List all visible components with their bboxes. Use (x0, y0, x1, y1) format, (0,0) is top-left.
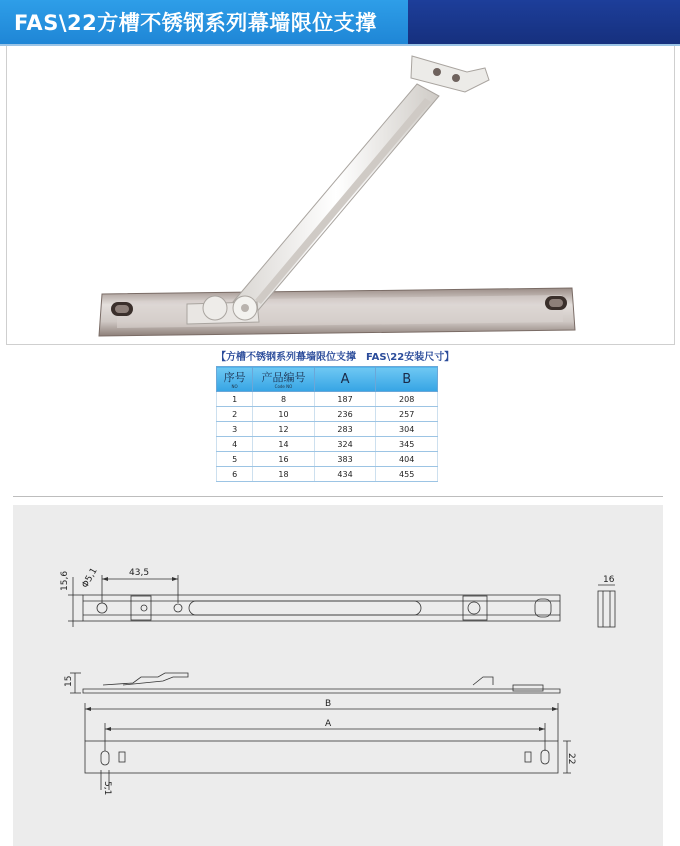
header-b: B (376, 367, 438, 392)
table-row (217, 392, 438, 407)
cell-no: 2 (217, 407, 253, 422)
cell-no: 6 (217, 467, 253, 482)
table-row (217, 422, 438, 437)
cell-a: 187 (314, 392, 376, 407)
dim-5-1: 5,1 (102, 781, 112, 796)
product-photo (6, 46, 675, 345)
dim-22: 22 (566, 753, 576, 765)
dim-16: 16 (603, 575, 615, 585)
dim-15: 15 (64, 675, 74, 687)
page-header (0, 0, 680, 46)
cell-a: 324 (314, 437, 376, 452)
cell-a: 383 (314, 452, 376, 467)
table-header-row (217, 367, 438, 392)
cell-no: 1 (217, 392, 253, 407)
cell-b: 345 (376, 437, 438, 452)
table-title: 【方槽不锈钢系列幕墙限位支撑 FAS\22安装尺寸】 (216, 352, 455, 363)
page-title: FAS\22方槽不锈钢系列幕墙限位支撑 (14, 11, 377, 35)
cell-no: 4 (217, 437, 253, 452)
cell-code: 10 (253, 407, 314, 422)
cell-no: 5 (217, 452, 253, 467)
cell-b: 455 (376, 467, 438, 482)
rail-bottom-view (85, 741, 558, 773)
header-a: A (314, 367, 376, 392)
cell-code: 14 (253, 437, 314, 452)
dimension-table-section (216, 350, 455, 482)
table-row (217, 407, 438, 422)
cell-code: 12 (253, 422, 314, 437)
cell-b: 257 (376, 407, 438, 422)
dim-a: A (325, 719, 332, 729)
friction-stay-illustration (7, 46, 674, 344)
cell-b: 208 (376, 392, 438, 407)
section-divider (13, 496, 663, 497)
cell-no: 3 (217, 422, 253, 437)
table-row (217, 437, 438, 452)
cell-a: 283 (314, 422, 376, 437)
cell-b: 304 (376, 422, 438, 437)
cell-code: 8 (253, 392, 314, 407)
cell-code: 18 (253, 467, 314, 482)
dimension-table (216, 366, 438, 482)
header-accent-bar (408, 0, 680, 44)
header-index: 序号 NO (217, 367, 253, 392)
table-row (217, 467, 438, 482)
cell-code: 16 (253, 452, 314, 467)
cell-a: 236 (314, 407, 376, 422)
table-row (217, 452, 438, 467)
dim-hole-diameter: Φ5,1 (80, 566, 100, 590)
dim-b: B (325, 699, 332, 709)
technical-drawing (13, 505, 663, 846)
cell-a: 434 (314, 467, 376, 482)
dim-15-6: 15,6 (60, 570, 70, 591)
dim-43-5: 43,5 (129, 568, 150, 578)
header-code: 产品编号 Code NO (253, 367, 314, 392)
cell-b: 404 (376, 452, 438, 467)
rail-top-view (83, 595, 560, 621)
